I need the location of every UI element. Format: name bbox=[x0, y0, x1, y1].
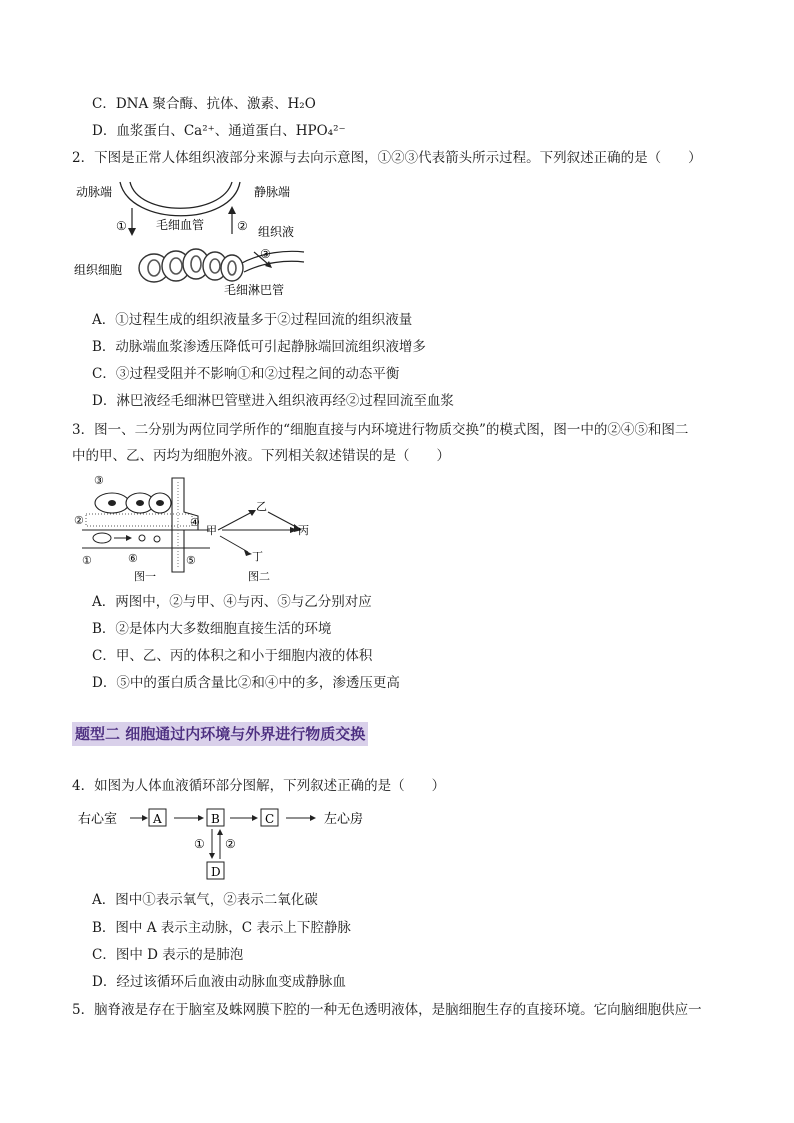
q4-figure bbox=[72, 804, 392, 882]
q2-option-d: D．淋巴液经毛细淋巴管壁进入组织液再经②过程回流至血浆 bbox=[92, 393, 454, 409]
fig2-caption: 图二 bbox=[248, 570, 270, 583]
q3-figure bbox=[72, 472, 332, 584]
q2-option-b: B．动脉端血浆渗透压降低可引起静脉端回流组织液增多 bbox=[92, 339, 426, 355]
fig1-label-5: ⑤ bbox=[186, 554, 196, 567]
label-tissue-fluid: 组织液 bbox=[258, 225, 295, 239]
q2-figure bbox=[72, 172, 312, 300]
q2-stem: 2．下图是正常人体组织液部分来源与去向示意图，①②③代表箭头所示过程。下列叙述正确的是（ ） bbox=[72, 150, 702, 166]
q3-stem-line2: 中的甲、乙、丙均为细胞外液。下列相关叙述错误的是（ ） bbox=[72, 448, 450, 464]
label-left-atrium: 左心房 bbox=[324, 812, 364, 827]
box-a: A bbox=[153, 812, 162, 826]
q4-option-d: D．经过该循环后血液由动脉血变成静脉血 bbox=[92, 974, 346, 990]
label-process-3: ③ bbox=[260, 247, 271, 261]
q5-stem: 5．脑脊液是存在于脑室及蛛网膜下腔的一种无色透明液体，是脑细胞生存的直接环境。它向脑细胞供应一 bbox=[72, 1002, 702, 1018]
fig1-label-4: ④ bbox=[190, 516, 200, 529]
fig1-caption: 图一 bbox=[134, 570, 156, 583]
box-d: D bbox=[211, 865, 221, 879]
box-c: C bbox=[265, 812, 275, 826]
q1-option-d: D．血浆蛋白、Ca²⁺、通道蛋白、HPO₄²⁻ bbox=[92, 123, 346, 139]
label-lymph-capillary: 毛细淋巴管 bbox=[224, 283, 285, 297]
label-arrow-2: ② bbox=[225, 837, 236, 851]
fig2-yi: 乙 bbox=[256, 500, 267, 513]
q4-option-c: C．图中 D 表示的是肺泡 bbox=[92, 947, 244, 963]
section-title: 题型二 细胞通过内环境与外界进行物质交换 bbox=[72, 722, 368, 746]
fig1-label-2: ② bbox=[74, 514, 84, 527]
q3-option-b: B．②是体内大多数细胞直接生活的环境 bbox=[92, 621, 332, 637]
fig1-label-6: ⑥ bbox=[128, 552, 138, 565]
q4-option-b: B．图中 A 表示主动脉，C 表示上下腔静脉 bbox=[92, 920, 351, 936]
q3-option-a: A．两图中，②与甲、④与丙、⑤与乙分别对应 bbox=[92, 594, 372, 610]
label-arrow-1: ① bbox=[194, 837, 205, 851]
fig1-label-3: ③ bbox=[94, 474, 104, 487]
q4-option-a: A．图中①表示氧气，②表示二氧化碳 bbox=[92, 892, 318, 908]
fig1-label-1: ① bbox=[82, 554, 92, 567]
q1-option-c: C．DNA 聚合酶、抗体、激素、H₂O bbox=[92, 96, 316, 112]
label-capillary: 毛细血管 bbox=[156, 218, 205, 232]
fig2-jia: 甲 bbox=[206, 524, 217, 537]
q2-option-c: C．③过程受阻并不影响①和②过程之间的动态平衡 bbox=[92, 366, 400, 382]
label-tissue-cell: 组织细胞 bbox=[74, 263, 123, 277]
label-right-ventricle: 右心室 bbox=[78, 812, 118, 827]
fig2-ding: 丁 bbox=[252, 550, 263, 563]
label-artery: 动脉端 bbox=[76, 185, 113, 199]
fig2-bing: 丙 bbox=[298, 524, 309, 537]
label-process-1: ① bbox=[116, 219, 127, 233]
q3-option-d: D．⑤中的蛋白质含量比②和④中的多，渗透压更高 bbox=[92, 675, 400, 691]
label-vein: 静脉端 bbox=[254, 185, 291, 199]
box-b: B bbox=[211, 812, 220, 826]
q3-option-c: C．甲、乙、丙的体积之和小于细胞内液的体积 bbox=[92, 648, 373, 664]
q3-stem-line1: 3．图一、二分别为两位同学所作的“细胞直接与内环境进行物质交换”的模式图，图一中的②④⑤和图二 bbox=[72, 422, 689, 438]
q4-stem: 4．如图为人体血液循环部分图解，下列叙述正确的是（ ） bbox=[72, 778, 446, 794]
q2-option-a: A．①过程生成的组织液量多于②过程回流的组织液量 bbox=[92, 312, 413, 328]
label-process-2: ② bbox=[237, 219, 248, 233]
